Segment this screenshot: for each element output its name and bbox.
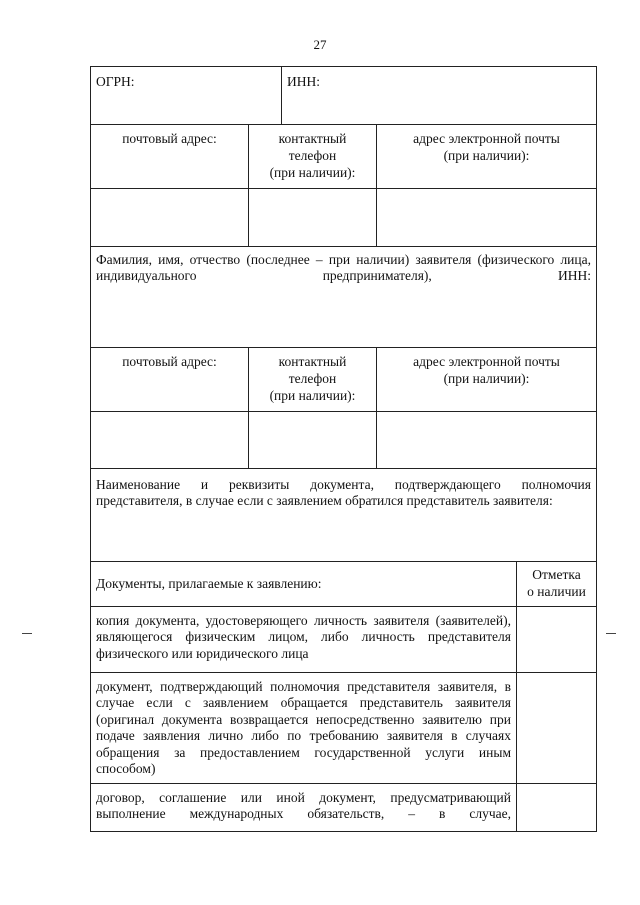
phone-field[interactable] <box>248 189 376 246</box>
phone-label-line2-2: телефон <box>288 371 337 386</box>
phone-label-line1-2: контактный <box>278 354 347 369</box>
documents-header-label: Документы, прилагаемые к заявлению: <box>96 576 322 591</box>
document-item-cell-2 <box>91 673 516 783</box>
postal-address-field-2[interactable] <box>91 412 248 468</box>
applicant-label: Фамилия, имя, отчество (последнее – при наличии) заявителя (физического лица, индивидуального предпринимателя), ИНН: <box>96 252 591 284</box>
contacts-header-row-2 <box>91 348 596 412</box>
mark-label-line2: о наличии <box>527 584 586 599</box>
phone-label-line3-2: (при наличии): <box>269 388 356 403</box>
document-item-cell-3 <box>91 784 516 831</box>
org-ids-row <box>91 67 596 125</box>
ogrn-cell[interactable] <box>91 67 281 124</box>
representative-label: Наименование и реквизиты документа, подтверждающего полномочия представителя, в случае если с заявлением обратился представитель заявителя: <box>96 477 591 509</box>
email-label-line1: адрес электронной почты <box>413 131 560 146</box>
postal-address-label-2: почтовый адрес: <box>122 354 217 369</box>
mark-header-cell <box>516 562 596 606</box>
email-field-2[interactable] <box>376 412 596 468</box>
documents-header-row <box>91 562 596 607</box>
phone-header-cell <box>248 125 376 188</box>
applicant-row[interactable] <box>91 247 596 348</box>
document-mark-2[interactable] <box>516 673 596 783</box>
contacts-values-row-1 <box>91 189 596 247</box>
phone-label-line1: контактный <box>278 131 347 146</box>
inn-label: ИНН: <box>287 74 320 89</box>
page-number: 27 <box>313 37 327 52</box>
documents-header-cell <box>91 562 516 606</box>
contacts-values-row-2 <box>91 412 596 469</box>
document-row-2 <box>91 673 596 784</box>
postal-header-cell <box>91 125 248 188</box>
inn-cell[interactable] <box>281 67 596 124</box>
phone-label-line3: (при наличии): <box>269 165 356 180</box>
document-mark-1[interactable] <box>516 607 596 672</box>
email-field[interactable] <box>376 189 596 246</box>
postal-address-field[interactable] <box>91 189 248 246</box>
email-label-line2: (при наличии): <box>443 148 530 163</box>
margin-mark-left <box>22 633 32 634</box>
representative-row[interactable] <box>91 469 596 562</box>
phone-field-2[interactable] <box>248 412 376 468</box>
postal-address-label: почтовый адрес: <box>122 131 217 146</box>
document-item-3-text: договор, соглашение или иной документ, предусматривающий выполнение международных обязательств, – в случае, <box>96 790 511 822</box>
email-header-cell-2 <box>376 348 596 411</box>
document-row-3 <box>91 784 596 832</box>
phone-label-line2: телефон <box>288 148 337 163</box>
margin-mark-right <box>606 633 616 634</box>
document-item-2-text: документ, подтверждающий полномочия представителя заявителя, в случае если с заявлением обращается представитель заявителя (оригинал документа возвращается непосредственно заявителю при подаче заявления лично либо по требованию заявителя в случаях обращения за предоставлением государственной услуги иным способом) <box>96 679 511 777</box>
email-header-cell <box>376 125 596 188</box>
ogrn-label: ОГРН: <box>96 74 135 89</box>
mark-label-line1: Отметка <box>532 567 581 582</box>
contacts-header-row-1 <box>91 125 596 189</box>
document-row-1 <box>91 607 596 673</box>
document-item-cell-1 <box>91 607 516 672</box>
phone-header-cell-2 <box>248 348 376 411</box>
email-label-line1-2: адрес электронной почты <box>413 354 560 369</box>
document-item-1-text: копия документа, удостоверяющего личность заявителя (заявителей), являющегося физическим лицом, либо личность представителя физического или юридического лица <box>96 613 511 661</box>
email-label-line2-2: (при наличии): <box>443 371 530 386</box>
postal-header-cell-2 <box>91 348 248 411</box>
document-mark-3[interactable] <box>516 784 596 831</box>
application-form-table <box>90 66 597 832</box>
